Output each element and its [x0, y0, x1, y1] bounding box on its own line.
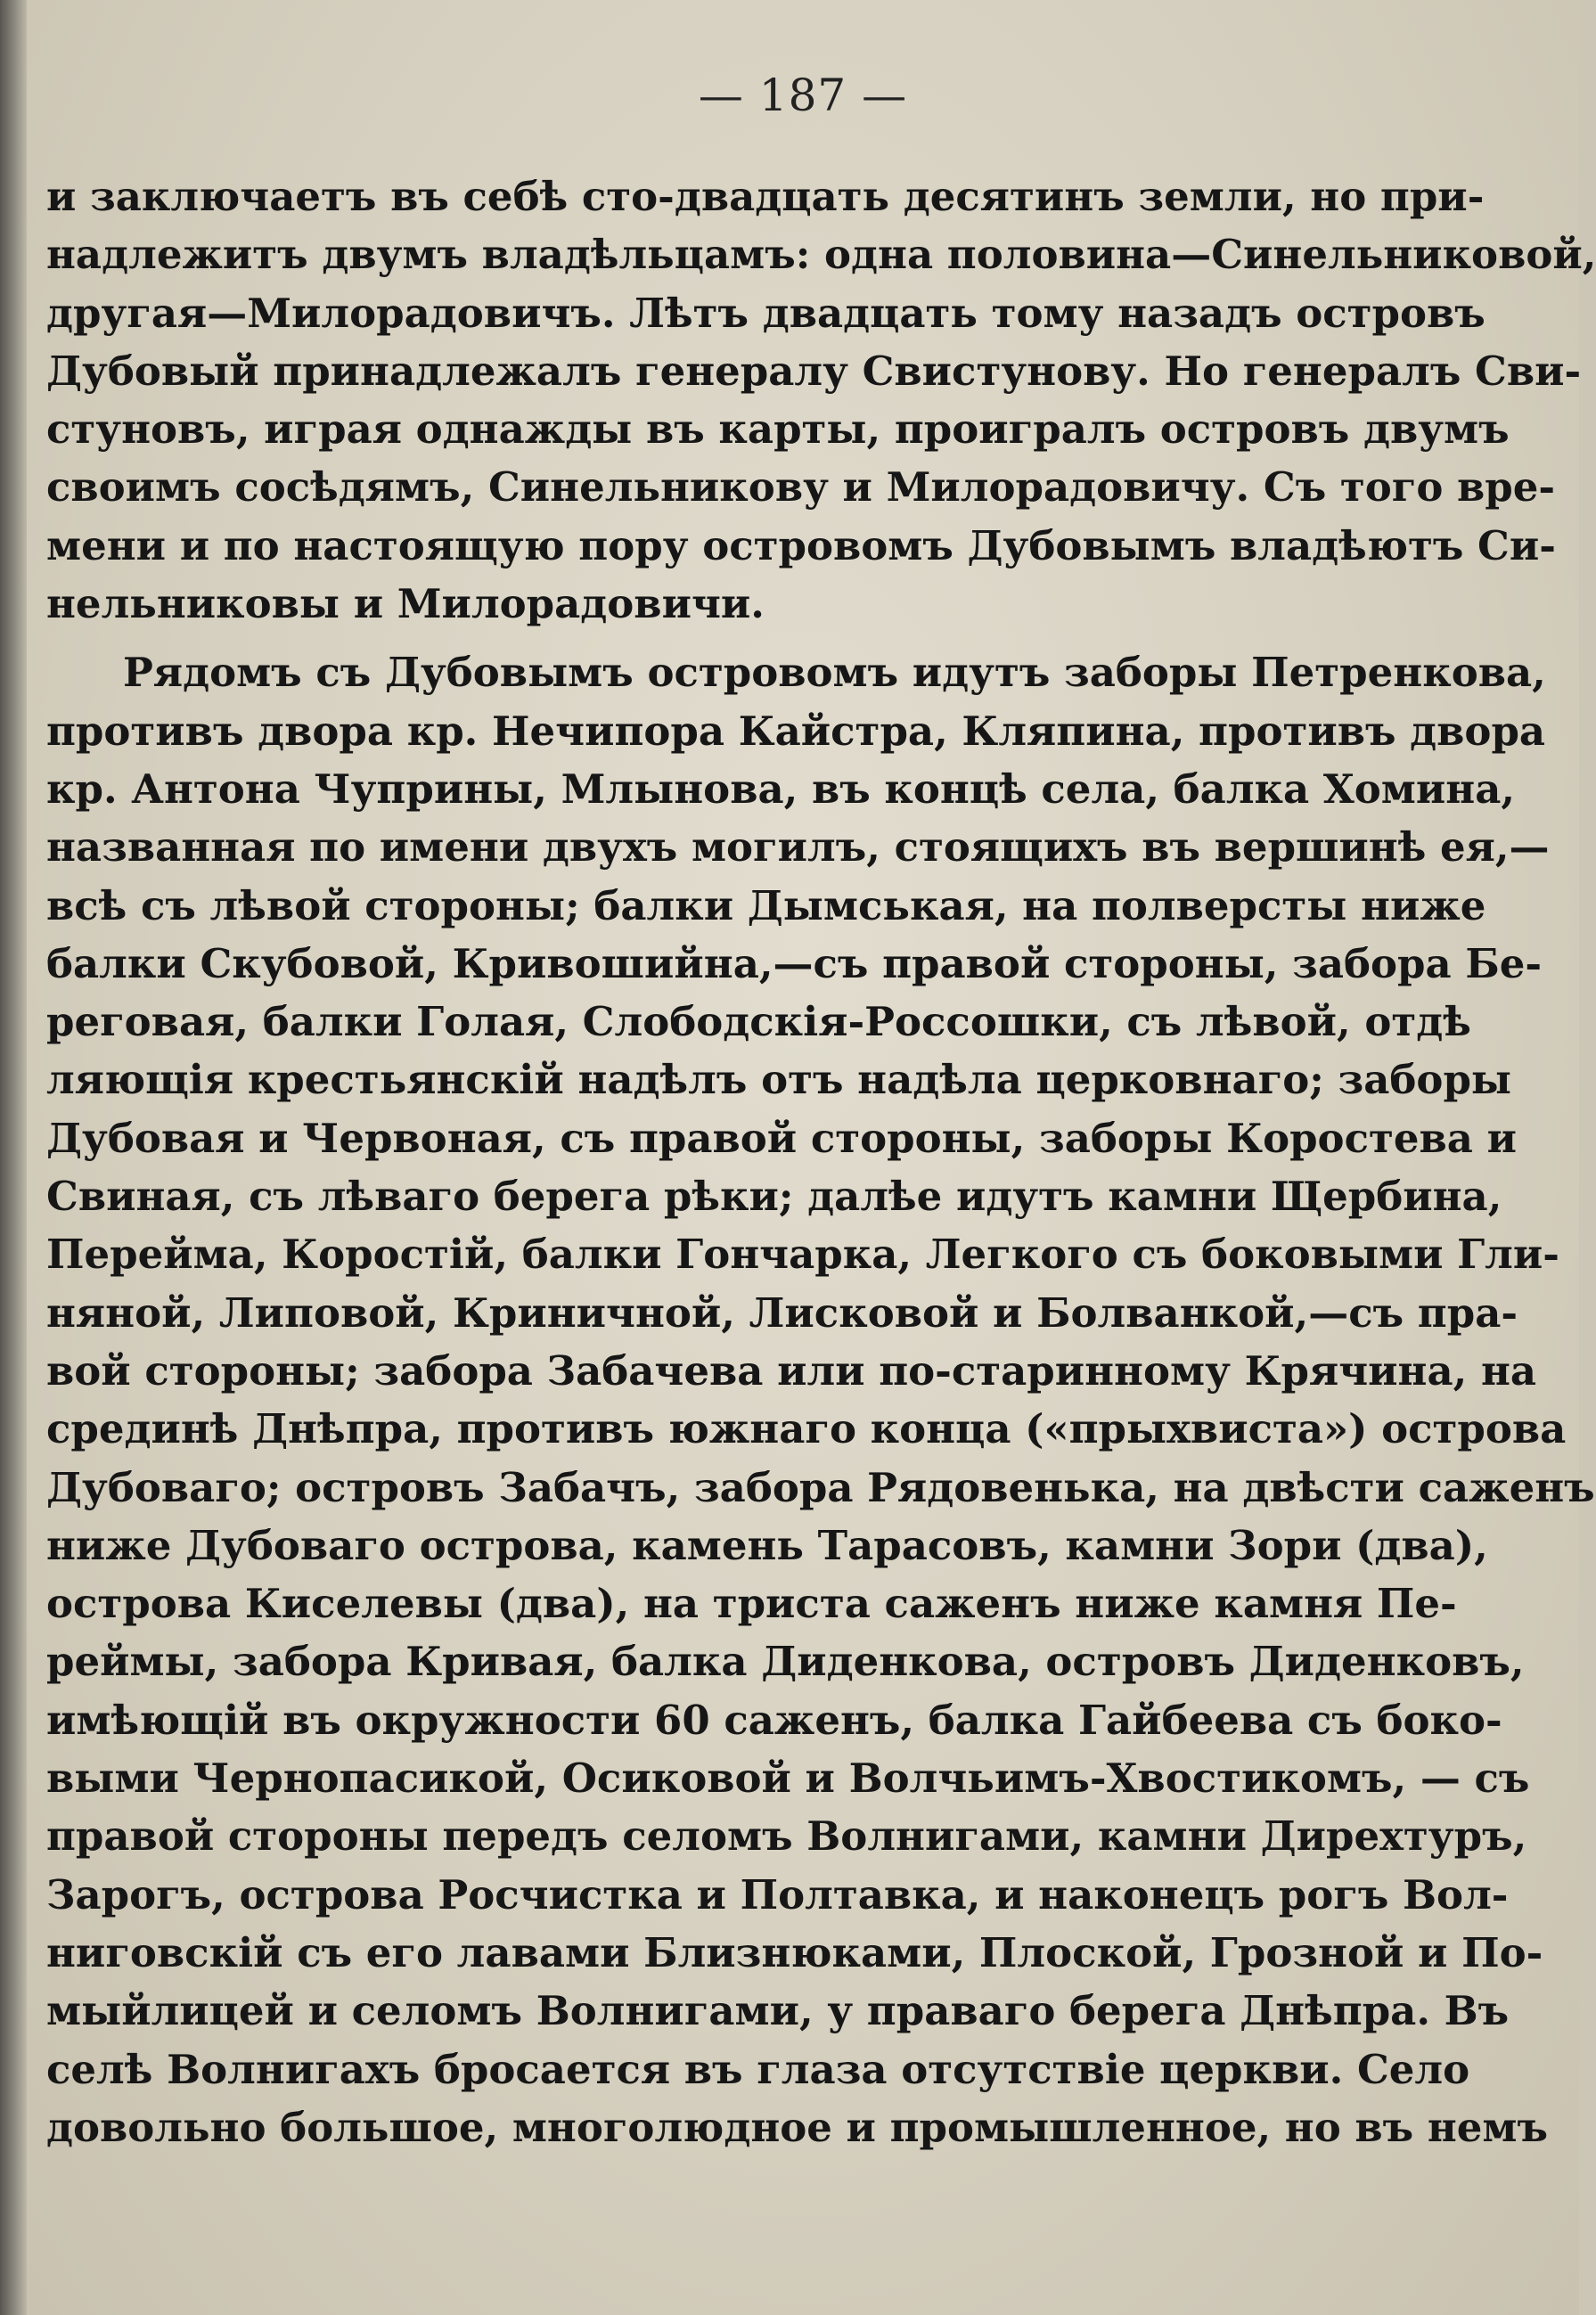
text-line: правой стороны передъ селомъ Волнигами, камни Дирехтуръ,	[46, 1812, 1527, 1861]
page-body-text	[46, 168, 1596, 2156]
text-line: Дубовая и Червоная, съ правой стороны, заборы Коростева и	[46, 1114, 1517, 1162]
text-line: Свиная, съ лѣваго берега рѣки; далѣе идутъ камни Щербина,	[46, 1173, 1502, 1221]
text-line: стуновъ, играя однажды въ карты, проигралъ островъ двумъ	[46, 405, 1510, 454]
text-line: названная по имени двухъ могилъ, стоящихъ въ вершинѣ ея,—	[46, 823, 1550, 871]
book-page	[27, 0, 1596, 2315]
text-line: ниже Дубоваго острова, камень Тарасовъ, камни Зори (два),	[46, 1521, 1488, 1569]
text-line: ляющія крестьянскій надѣлъ отъ надѣла церковнаго; заборы	[46, 1056, 1512, 1104]
text-line: кр. Антона Чуприны, Млынова, въ концѣ села, балка Хомина,	[46, 765, 1516, 813]
text-line: другая—Милорадовичъ. Лѣтъ двадцать тому назадъ островъ	[46, 289, 1486, 337]
text-line: мени и по настоящую пору островомъ Дубовымъ владѣютъ Си-	[46, 521, 1556, 569]
text-line: Дубоваго; островъ Забачъ, забора Рядовенька, на двѣсти саженъ	[46, 1463, 1595, 1511]
scan-edge	[0, 0, 27, 2315]
text-line: срединѣ Днѣпра, противъ южнаго конца («прыхвиста») острова	[46, 1405, 1567, 1453]
page-number: — 187 —	[698, 70, 908, 121]
text-line: и заключаетъ въ себѣ сто-двадцать десятинъ земли, но при-	[46, 173, 1485, 220]
paragraph-gap	[46, 633, 1408, 643]
text-line: всѣ съ лѣвой стороны; балки Дымськая, на полверсты ниже	[46, 881, 1486, 929]
text-line: противъ двора кр. Нечипора Кайстра, Кляпина, противъ двора	[46, 707, 1546, 755]
text-line: вой стороны; забора Забачева или по-старинному Крячина, на	[46, 1346, 1537, 1395]
text-line: ниговскій съ его лавами Близнюками, Плоской, Грозной и По-	[46, 1928, 1543, 1976]
text-line: Перейма, Коростій, балки Гончарка, Легкого съ боковыми Гли-	[46, 1231, 1559, 1279]
text-line: Дубовый принадлежалъ генералу Свистунову. Но генералъ Сви-	[46, 347, 1582, 395]
text-line: острова Киселевы (два), на триста саженъ ниже камня Пе-	[46, 1580, 1457, 1628]
text-line: выми Чернопасикой, Осиковой и Волчьимъ-Хвостикомъ, — съ	[46, 1755, 1530, 1803]
text-line: реймы, забора Кривая, балка Диденкова, островъ Диденковъ,	[46, 1638, 1525, 1686]
text-line: балки Скубовой, Кривошийна,—съ правой стороны, забора Бе-	[46, 939, 1543, 987]
text-line: реговая, балки Голая, Слободскія-Россошки, съ лѣвой, отдѣ	[46, 998, 1471, 1046]
text-line: нельниковы и Милорадовичи.	[46, 580, 765, 628]
text-line: няной, Липовой, Криничной, Лисковой и Болванкой,—съ пра-	[46, 1288, 1518, 1337]
text-line: довольно большое, многолюдное и промышленное, но въ немъ	[46, 2103, 1549, 2151]
text-line: мыйлицей и селомъ Волнигами, у праваго берега Днѣпра. Въ	[46, 1987, 1510, 2035]
text-line: селѣ Волнигахъ бросается въ глаза отсутствіе церкви. Село	[46, 2045, 1470, 2093]
text-line: своимъ сосѣдямъ, Синельникову и Милорадовичу. Съ того вре-	[46, 463, 1556, 511]
text-line: надлежитъ двумъ владѣльцамъ: одна половина—Синельниковой,	[46, 231, 1596, 279]
text-line: Зарогъ, острова Росчистка и Полтавка, и наконецъ рогъ Вол-	[46, 1870, 1509, 1918]
text-line: имѣющій въ окружности 60 саженъ, балка Гайбеева съ боко-	[46, 1696, 1502, 1744]
text-line: Рядомъ съ Дубовымъ островомъ идутъ заборы Петренкова,	[123, 649, 1546, 697]
